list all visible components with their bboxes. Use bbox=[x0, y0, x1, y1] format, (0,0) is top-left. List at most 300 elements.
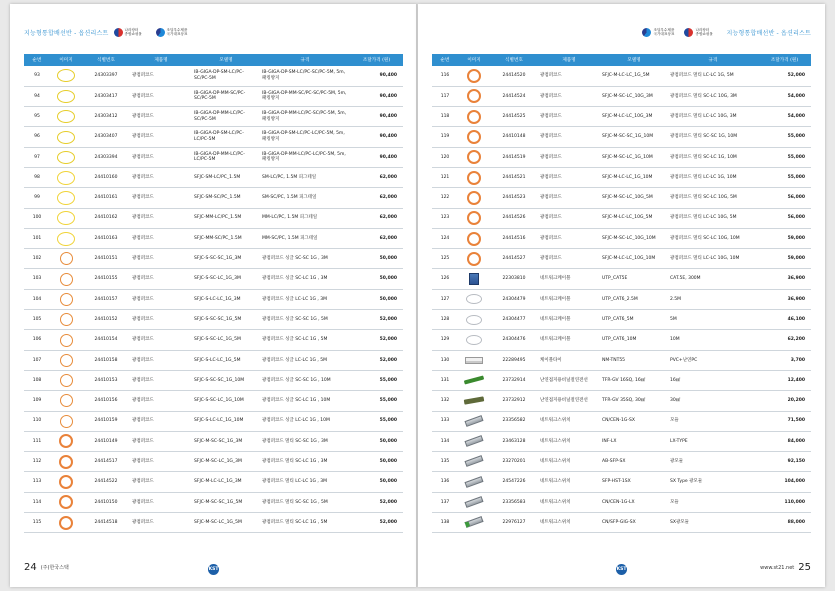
identification-number: 24304476 bbox=[490, 330, 538, 350]
product-thumbnail-icon bbox=[57, 131, 75, 144]
product-image bbox=[50, 249, 82, 269]
product-name: 광점퍼코드 bbox=[538, 86, 600, 106]
product-image bbox=[458, 310, 490, 330]
row-number: 113 bbox=[24, 472, 50, 492]
model-name: TFR-GV 16SQ, 16㎟ bbox=[600, 370, 668, 390]
product-image bbox=[458, 147, 490, 167]
product-name: 광점퍼코드 bbox=[130, 431, 192, 451]
table-row bbox=[432, 513, 811, 533]
row-number: 104 bbox=[24, 289, 50, 309]
specification: 광점퍼코드 싱글 LC-LC 1G , 10M bbox=[260, 411, 350, 431]
col-header: 모델명 bbox=[192, 54, 260, 66]
row-number: 107 bbox=[24, 350, 50, 370]
table-row bbox=[432, 411, 811, 431]
product-image bbox=[50, 127, 82, 147]
specification: IB-GIGA-DP-MM-SC/PC-SC/PC-5M, 5m, 패킹방지 bbox=[260, 86, 350, 106]
product-thumbnail-icon bbox=[467, 89, 481, 103]
procurement-price: 56,000 bbox=[758, 188, 811, 208]
product-name: 광점퍼코드 bbox=[538, 208, 600, 228]
product-thumbnail-icon bbox=[59, 455, 73, 469]
product-name: 네트워크스위치 bbox=[538, 472, 600, 492]
model-name: CN/CEN-1G-SX bbox=[600, 411, 668, 431]
model-name: SFJC-M-SC-LC_10G_3M bbox=[600, 86, 668, 106]
model-name: INF-LX bbox=[600, 431, 668, 451]
model-name: UTP_CAT6_2.5M bbox=[600, 289, 668, 309]
table-row bbox=[24, 391, 403, 411]
table-row bbox=[432, 330, 811, 350]
procurement-price: 62,000 bbox=[350, 228, 403, 248]
row-number: 112 bbox=[24, 452, 50, 472]
col-header: 순번 bbox=[432, 54, 458, 66]
product-thumbnail-icon bbox=[469, 273, 479, 285]
identification-number: 24414520 bbox=[490, 66, 538, 86]
product-thumbnail-icon bbox=[60, 415, 73, 428]
table-row bbox=[24, 208, 403, 228]
specification: 2.5M bbox=[668, 289, 758, 309]
model-name: SFJC-S-SC-SC_1G_5M bbox=[192, 310, 260, 330]
identification-number: 24414517 bbox=[82, 452, 130, 472]
model-name: SFJC-S-SC-LC_1G_10M bbox=[192, 391, 260, 411]
procurement-logo bbox=[114, 28, 151, 37]
specification: 광점퍼코드 싱글 LC-LC 1G , 5M bbox=[260, 350, 350, 370]
identification-number: 22976127 bbox=[490, 513, 538, 533]
product-image bbox=[458, 269, 490, 289]
model-name: IB-GIGA-DP-MM-LC/PC-SC/PC-5M bbox=[192, 107, 260, 127]
product-thumbnail-icon bbox=[60, 374, 73, 387]
product-thumbnail-icon bbox=[57, 211, 75, 225]
model-name: SFJC-SM-SC/PC_1.5M bbox=[192, 188, 260, 208]
procurement-price: 84,000 bbox=[758, 431, 811, 451]
identification-number: 24414518 bbox=[82, 513, 130, 533]
taegeuk-icon bbox=[684, 28, 693, 37]
product-thumbnail-icon bbox=[466, 294, 482, 304]
procurement-price: 92,150 bbox=[758, 452, 811, 472]
row-number: 98 bbox=[24, 167, 50, 187]
procurement-price: 52,000 bbox=[350, 310, 403, 330]
excellent-product-logo bbox=[156, 28, 193, 37]
procurement-price: 88,000 bbox=[758, 513, 811, 533]
identification-number: 24410152 bbox=[82, 310, 130, 330]
identification-number: 24414523 bbox=[490, 188, 538, 208]
col-header: 이미지 bbox=[50, 54, 82, 66]
procurement-price: 62,000 bbox=[350, 167, 403, 187]
identification-number: 24414522 bbox=[82, 472, 130, 492]
right-page bbox=[418, 4, 825, 587]
product-thumbnail-icon bbox=[57, 232, 75, 246]
product-name: 광점퍼코드 bbox=[130, 391, 192, 411]
table-body bbox=[24, 66, 403, 533]
procurement-price: 20,200 bbox=[758, 391, 811, 411]
product-name: 네트워크스위치 bbox=[538, 411, 600, 431]
product-name: 광점퍼코드 bbox=[130, 492, 192, 512]
product-name: 광점퍼코드 bbox=[130, 411, 192, 431]
product-name: 광점퍼코드 bbox=[130, 86, 192, 106]
page-header bbox=[642, 22, 811, 42]
identification-number: 24410158 bbox=[82, 350, 130, 370]
row-number: 106 bbox=[24, 330, 50, 350]
table-row bbox=[432, 391, 811, 411]
identification-number: 24414527 bbox=[490, 249, 538, 269]
model-name: SFJC-M-SC-SC_1G_5M bbox=[192, 492, 260, 512]
model-name: IB-GIGA-DP-MM-LC/PC-LC/PC-5M bbox=[192, 147, 260, 167]
table-row bbox=[432, 269, 811, 289]
table-row bbox=[24, 330, 403, 350]
model-name: SFJC-M-SC-LC_10G_10M bbox=[600, 228, 668, 248]
product-name: 광점퍼코드 bbox=[538, 188, 600, 208]
product-thumbnail-icon bbox=[60, 273, 73, 286]
identification-number: 24303417 bbox=[82, 86, 130, 106]
product-thumbnail-icon bbox=[60, 394, 73, 407]
specification: 광점퍼코드 싱글 SC-SC 1G , 10M bbox=[260, 370, 350, 390]
procurement-price: 52,000 bbox=[350, 492, 403, 512]
specification: IB-GIGA-DP-MM-LC/PC-SC/PC-5M, 5m, 패킹방지 bbox=[260, 107, 350, 127]
product-name: 광점퍼코드 bbox=[538, 107, 600, 127]
col-header: 조달가격 (원) bbox=[758, 54, 811, 66]
product-image bbox=[458, 127, 490, 147]
emblem-icon bbox=[642, 28, 651, 37]
product-thumbnail-icon bbox=[465, 516, 484, 528]
procurement-price: 62,000 bbox=[350, 208, 403, 228]
model-name: CN/CEN-1G-LX bbox=[600, 492, 668, 512]
model-name: SFJC-M-LC-LC_1G_10M bbox=[600, 167, 668, 187]
specification: 광점퍼코드 멀티 SC-LC 1G , 5M bbox=[260, 513, 350, 533]
product-name: 광점퍼코드 bbox=[130, 127, 192, 147]
product-name: 광점퍼코드 bbox=[130, 452, 192, 472]
col-header: 제품명 bbox=[130, 54, 192, 66]
procurement-price: 110,000 bbox=[758, 492, 811, 512]
row-number: 134 bbox=[432, 431, 458, 451]
col-header: 모델명 bbox=[600, 54, 668, 66]
procurement-price: 55,000 bbox=[758, 127, 811, 147]
identification-number: 24303412 bbox=[82, 107, 130, 127]
table-row bbox=[24, 147, 403, 167]
website-url: www.st21.net bbox=[760, 564, 795, 571]
row-number: 131 bbox=[432, 370, 458, 390]
product-image bbox=[50, 452, 82, 472]
specification: 광점퍼코드 멀티 LC-LC 1G, 5M bbox=[668, 66, 758, 86]
row-number: 97 bbox=[24, 147, 50, 167]
row-number: 95 bbox=[24, 107, 50, 127]
procurement-price: 50,000 bbox=[350, 431, 403, 451]
identification-number: 23270201 bbox=[490, 452, 538, 472]
product-name: 광점퍼코드 bbox=[130, 310, 192, 330]
table-row bbox=[24, 269, 403, 289]
identification-number: 23732914 bbox=[490, 370, 538, 390]
specification: MM-SC/PC, 1.5M 피그테일 bbox=[260, 228, 350, 248]
procurement-price: 55,000 bbox=[758, 167, 811, 187]
identification-number: 24410157 bbox=[82, 289, 130, 309]
model-name: UTP_CAT6_10M bbox=[600, 330, 668, 350]
product-thumbnail-icon bbox=[467, 171, 481, 185]
procurement-price: 59,000 bbox=[758, 228, 811, 248]
row-number: 116 bbox=[432, 66, 458, 86]
model-name: CN/SFP-GIG-SX bbox=[600, 513, 668, 533]
identification-number: 24414526 bbox=[490, 208, 538, 228]
row-number: 111 bbox=[24, 431, 50, 451]
identification-number: 22303810 bbox=[490, 269, 538, 289]
product-thumbnail-icon bbox=[57, 110, 75, 123]
product-image bbox=[458, 350, 490, 370]
product-image bbox=[458, 472, 490, 492]
product-image bbox=[458, 513, 490, 533]
row-number: 124 bbox=[432, 228, 458, 248]
col-header: 이미지 bbox=[458, 54, 490, 66]
option-table bbox=[24, 54, 403, 533]
taegeuk-icon bbox=[114, 28, 123, 37]
specification: 광점퍼코드 멀티 SC-LC 1G, 10M bbox=[668, 147, 758, 167]
model-name: SFJC-MM-LC/PC_1.5M bbox=[192, 208, 260, 228]
row-number: 119 bbox=[432, 127, 458, 147]
product-image bbox=[458, 188, 490, 208]
row-number: 129 bbox=[432, 330, 458, 350]
identification-number: 24410155 bbox=[82, 269, 130, 289]
product-image bbox=[50, 472, 82, 492]
row-number: 105 bbox=[24, 310, 50, 330]
model-name: UTP_CAT5E bbox=[600, 269, 668, 289]
model-name: IB-GIGA-DP-SM-LC/PC-SC/PC-5M bbox=[192, 66, 260, 86]
row-number: 101 bbox=[24, 228, 50, 248]
table-row bbox=[24, 492, 403, 512]
identification-number: 24410151 bbox=[82, 249, 130, 269]
option-table bbox=[432, 54, 811, 533]
row-number: 118 bbox=[432, 107, 458, 127]
model-name: UTP_CAT6_5M bbox=[600, 310, 668, 330]
identification-number: 24414524 bbox=[490, 86, 538, 106]
row-number: 138 bbox=[432, 513, 458, 533]
specification: 5M bbox=[668, 310, 758, 330]
table-row bbox=[432, 107, 811, 127]
col-header: 순번 bbox=[24, 54, 50, 66]
table-row bbox=[432, 431, 811, 451]
specification: 광점퍼코드 멀티 LC-LC 1G, 10M bbox=[668, 167, 758, 187]
page-number: 24 bbox=[24, 562, 37, 573]
product-name: 광점퍼코드 bbox=[538, 147, 600, 167]
product-name: 케이블타이 bbox=[538, 350, 600, 370]
product-image bbox=[50, 147, 82, 167]
product-thumbnail-icon bbox=[467, 191, 481, 205]
product-thumbnail-icon bbox=[464, 396, 485, 404]
specification: CAT.5E, 300M bbox=[668, 269, 758, 289]
product-name: 광점퍼코드 bbox=[130, 269, 192, 289]
col-header: 식별번호 bbox=[82, 54, 130, 66]
product-thumbnail-icon bbox=[60, 334, 73, 347]
product-thumbnail-icon bbox=[465, 476, 484, 488]
procurement-price: 12,400 bbox=[758, 370, 811, 390]
product-image bbox=[458, 452, 490, 472]
specification: 10M bbox=[668, 330, 758, 350]
logo-text: 나라장터 종합쇼핑몰 bbox=[695, 27, 713, 36]
procurement-price: 90,400 bbox=[350, 147, 403, 167]
model-name: SFJC-S-SC-SC_1G_3M bbox=[192, 249, 260, 269]
product-name: 광점퍼코드 bbox=[130, 370, 192, 390]
model-name: SFJC-M-SC-LC_1G_5M bbox=[192, 513, 260, 533]
product-name: 네트워크스위치 bbox=[538, 452, 600, 472]
product-name: 광점퍼코드 bbox=[130, 188, 192, 208]
company-name: (주)한국스택 bbox=[40, 565, 69, 571]
product-image bbox=[50, 289, 82, 309]
row-number: 127 bbox=[432, 289, 458, 309]
identification-number: 24303407 bbox=[82, 127, 130, 147]
product-thumbnail-icon bbox=[467, 252, 481, 266]
product-thumbnail-icon bbox=[467, 110, 481, 124]
procurement-price: 36,900 bbox=[758, 269, 811, 289]
product-image bbox=[50, 167, 82, 187]
model-name: NM-TNT55 bbox=[600, 350, 668, 370]
identification-number: 24303397 bbox=[82, 66, 130, 86]
product-thumbnail-icon bbox=[60, 354, 73, 367]
procurement-price: 52,000 bbox=[350, 513, 403, 533]
model-name: IB-GIGA-DP-SM-LC/PC-LC/PC-5M bbox=[192, 127, 260, 147]
row-number: 126 bbox=[432, 269, 458, 289]
row-number: 128 bbox=[432, 310, 458, 330]
procurement-price: 71,500 bbox=[758, 411, 811, 431]
table-row bbox=[432, 310, 811, 330]
model-name: SFJC-S-SC-SC_1G_10M bbox=[192, 370, 260, 390]
procurement-price: 104,000 bbox=[758, 472, 811, 492]
table-row bbox=[24, 350, 403, 370]
row-number: 103 bbox=[24, 269, 50, 289]
identification-number: 24304479 bbox=[490, 289, 538, 309]
model-name: SFJC-S-SC-LC_1G_3M bbox=[192, 269, 260, 289]
table-header bbox=[432, 54, 811, 66]
model-name: SFJC-M-LC-LC_10G_10M bbox=[600, 249, 668, 269]
product-name: 광점퍼코드 bbox=[538, 127, 600, 147]
product-name: 난연접지용비닐절연전선 bbox=[538, 391, 600, 411]
row-number: 121 bbox=[432, 167, 458, 187]
col-header: 규격 bbox=[260, 54, 350, 66]
product-name: 광점퍼코드 bbox=[130, 350, 192, 370]
left-page bbox=[10, 4, 417, 587]
product-thumbnail-icon bbox=[465, 435, 484, 447]
product-thumbnail-icon bbox=[467, 150, 481, 164]
model-name: SFJC-M-SC-LC_10G_5M bbox=[600, 188, 668, 208]
procurement-price: 90,400 bbox=[350, 86, 403, 106]
excellent-product-logo bbox=[642, 28, 679, 37]
specification: 광점퍼코드 싱글 SC-LC 1G , 10M bbox=[260, 391, 350, 411]
table-row bbox=[432, 452, 811, 472]
identification-number: 24410162 bbox=[82, 208, 130, 228]
procurement-logo bbox=[684, 28, 721, 37]
specification: 광점퍼코드 멀티 SC-LC 1G , 3M bbox=[260, 452, 350, 472]
product-image bbox=[50, 228, 82, 248]
col-header: 제품명 bbox=[538, 54, 600, 66]
product-name: 네트워크케이블 bbox=[538, 310, 600, 330]
product-thumbnail-icon bbox=[60, 252, 73, 265]
model-name: SFJC-M-SC-SC_1G_3M bbox=[192, 431, 260, 451]
header-title: 지능형통합배선반 - 옵션리스트 bbox=[726, 29, 811, 37]
product-name: 네트워크스위치 bbox=[538, 513, 600, 533]
identification-number: 24414521 bbox=[490, 167, 538, 187]
specification: PVC+난연PC bbox=[668, 350, 758, 370]
product-thumbnail-icon bbox=[57, 171, 75, 185]
specification: MM-LC/PC, 1.5M 피그테일 bbox=[260, 208, 350, 228]
procurement-price: 52,000 bbox=[350, 330, 403, 350]
procurement-price: 52,000 bbox=[350, 350, 403, 370]
product-image bbox=[50, 107, 82, 127]
procurement-price: 55,000 bbox=[350, 391, 403, 411]
table-row bbox=[432, 350, 811, 370]
model-name: SFJC-M-LC-LC_1G_3M bbox=[192, 472, 260, 492]
product-image bbox=[458, 107, 490, 127]
product-image bbox=[50, 391, 82, 411]
product-image bbox=[50, 86, 82, 106]
model-name: SFP-HST-1SX bbox=[600, 472, 668, 492]
product-image bbox=[458, 86, 490, 106]
page-number: 25 bbox=[798, 562, 811, 573]
identification-number: 24410154 bbox=[82, 330, 130, 350]
row-number: 123 bbox=[432, 208, 458, 228]
company-badge: KST bbox=[208, 564, 219, 575]
row-number: 96 bbox=[24, 127, 50, 147]
model-name: SFJC-S-SC-LC_1G_5M bbox=[192, 330, 260, 350]
table-row bbox=[24, 411, 403, 431]
product-name: 광점퍼코드 bbox=[538, 167, 600, 187]
product-thumbnail-icon bbox=[465, 496, 484, 508]
product-image bbox=[50, 330, 82, 350]
row-number: 137 bbox=[432, 492, 458, 512]
table-row bbox=[24, 107, 403, 127]
product-image bbox=[50, 492, 82, 512]
row-number: 110 bbox=[24, 411, 50, 431]
product-thumbnail-icon bbox=[59, 516, 73, 530]
table-row bbox=[432, 228, 811, 248]
table-row bbox=[24, 431, 403, 451]
row-number: 99 bbox=[24, 188, 50, 208]
table-row bbox=[24, 66, 403, 86]
table-row bbox=[24, 513, 403, 533]
product-image bbox=[458, 370, 490, 390]
identification-number: 24410150 bbox=[82, 492, 130, 512]
product-image bbox=[458, 289, 490, 309]
model-name: SFJC-S-LC-LC_1G_5M bbox=[192, 350, 260, 370]
row-number: 133 bbox=[432, 411, 458, 431]
product-name: 광점퍼코드 bbox=[130, 472, 192, 492]
specification: 16㎟ bbox=[668, 370, 758, 390]
row-number: 130 bbox=[432, 350, 458, 370]
product-thumbnail-icon bbox=[57, 90, 75, 103]
table-row bbox=[432, 289, 811, 309]
page-header bbox=[24, 22, 193, 42]
procurement-price: 50,000 bbox=[350, 472, 403, 492]
model-name: SFJC-M-SC-LC_1G_3M bbox=[192, 452, 260, 472]
specification: SX Type 광모듈 bbox=[668, 472, 758, 492]
product-image bbox=[50, 513, 82, 533]
identification-number: 24414516 bbox=[490, 228, 538, 248]
procurement-price: 90,400 bbox=[350, 107, 403, 127]
identification-number: 24410153 bbox=[82, 370, 130, 390]
specification: 광점퍼코드 멀티 SC-SC 1G , 5M bbox=[260, 492, 350, 512]
logo-text: 나라장터 종합쇼핑몰 bbox=[124, 27, 142, 36]
product-image bbox=[458, 249, 490, 269]
table-header bbox=[24, 54, 403, 66]
logo-text: 조달우수제품 국가대표상표 bbox=[166, 27, 188, 36]
identification-number: 23356583 bbox=[490, 492, 538, 512]
specification: 광점퍼코드 멀티 SC-LC 10G, 3M bbox=[668, 86, 758, 106]
product-name: 네트워크스위치 bbox=[538, 492, 600, 512]
product-name: 네트워크케이블 bbox=[538, 289, 600, 309]
product-image bbox=[458, 411, 490, 431]
table-row bbox=[432, 249, 811, 269]
product-name: 네트워크케이블 bbox=[538, 330, 600, 350]
product-thumbnail-icon bbox=[464, 375, 484, 384]
product-image bbox=[50, 188, 82, 208]
product-thumbnail-icon bbox=[59, 475, 73, 489]
table-row bbox=[432, 370, 811, 390]
table-row bbox=[432, 492, 811, 512]
page-footer bbox=[760, 562, 811, 573]
procurement-price: 55,000 bbox=[758, 147, 811, 167]
table-row bbox=[432, 188, 811, 208]
